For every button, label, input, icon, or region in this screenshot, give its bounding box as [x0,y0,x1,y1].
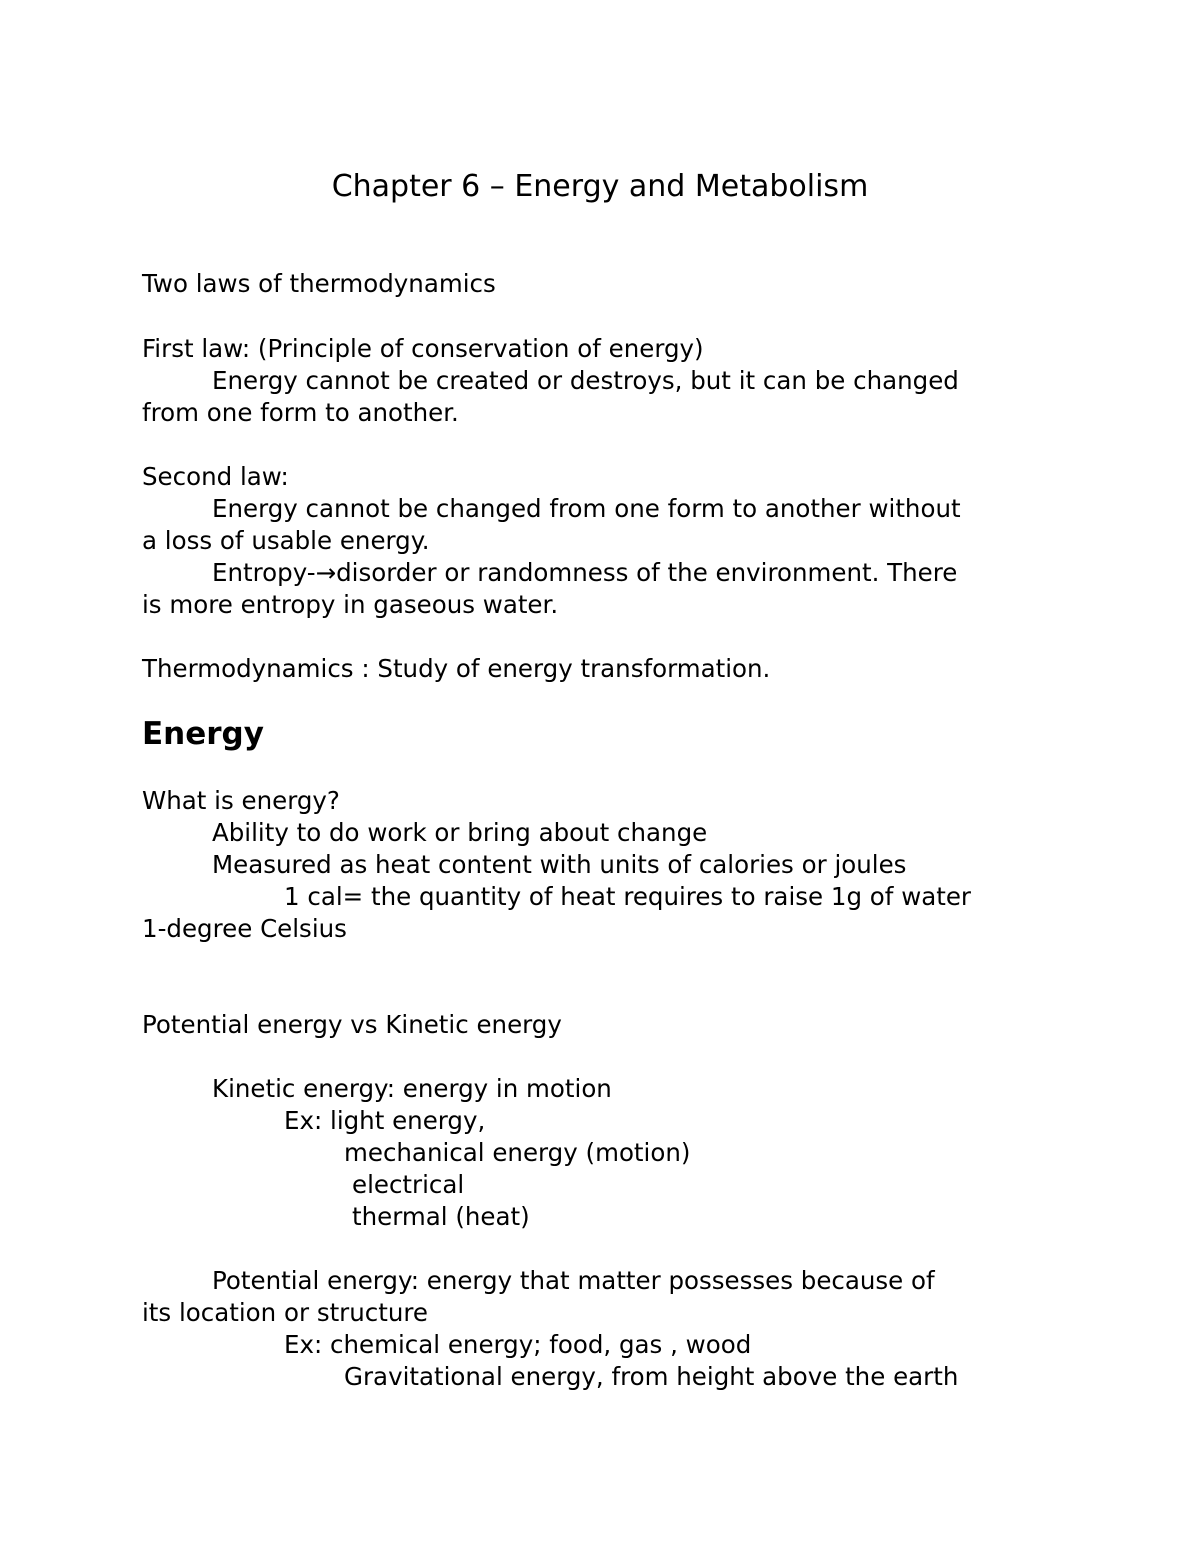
what-is-energy-question: What is energy? [142,786,340,815]
energy-heading: Energy [142,716,264,752]
thermodynamics-definition: Thermodynamics : Study of energy transformation. [142,654,771,683]
first-law-label: First law: (Principle of conservation of energy) [142,334,704,363]
kinetic-example-2: mechanical energy (motion) [344,1138,691,1167]
second-law-text-line-2: a loss of usable energy. [142,526,430,555]
entropy-line-2: is more entropy in gaseous water. [142,590,559,619]
measured-line: Measured as heat content with units of calories or joules [212,850,907,879]
first-law-text-line-1: Energy cannot be created or destroys, but it can be changed [212,366,959,395]
ability-line: Ability to do work or bring about change [212,818,708,847]
potential-energy-label-2: its location or structure [142,1298,428,1327]
potential-energy-label-1: Potential energy: energy that matter possesses because of [212,1266,935,1295]
page-title: Chapter 6 – Energy and Metabolism [331,169,869,204]
second-law-text-line-1: Energy cannot be changed from one form to another without [212,494,961,523]
calorie-line-2: 1-degree Celsius [142,914,347,943]
second-law-label: Second law: [142,462,289,491]
pe-vs-ke-line: Potential energy vs Kinetic energy [142,1010,562,1039]
potential-example-1: Ex: chemical energy; food, gas , wood [284,1330,752,1359]
intro-line: Two laws of thermodynamics [142,269,496,298]
kinetic-example-1: Ex: light energy, [284,1106,486,1135]
calorie-line-1: 1 cal= the quantity of heat requires to raise 1g of water [284,882,972,911]
potential-example-2: Gravitational energy, from height above the earth [344,1362,959,1391]
first-law-text-line-2: from one form to another. [142,398,459,427]
kinetic-example-4: thermal (heat) [352,1202,530,1231]
entropy-line-1: Entropy-→disorder or randomness of the environment. There [212,558,958,587]
kinetic-example-3: electrical [352,1170,465,1199]
kinetic-energy-label: Kinetic energy: energy in motion [212,1074,612,1103]
